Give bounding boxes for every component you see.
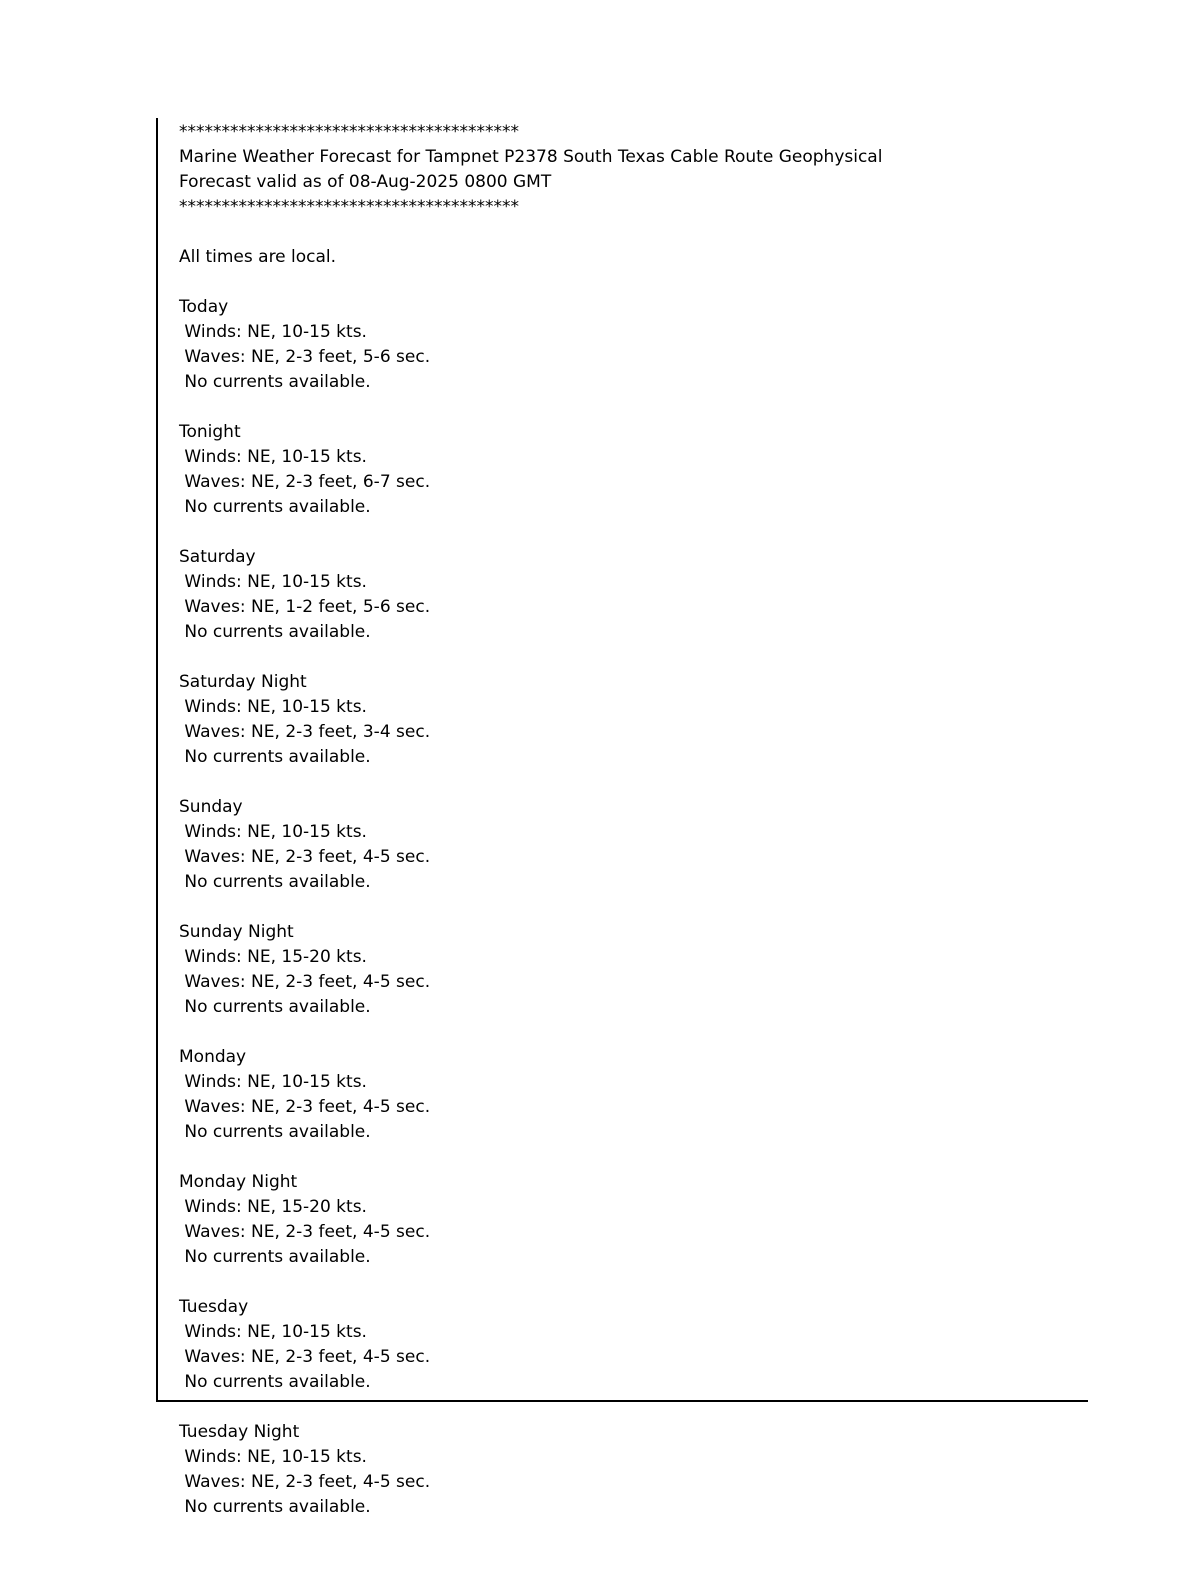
section-period: Saturday [179, 547, 256, 567]
forecast-section-today [179, 295, 882, 395]
section-period: Monday Night [179, 1172, 298, 1192]
section-currents: No currents available. [179, 747, 371, 767]
section-currents: No currents available. [179, 997, 371, 1017]
section-waves: Waves: NE, 1-2 feet, 5-6 sec. [179, 597, 431, 617]
section-waves: Waves: NE, 2-3 feet, 3-4 sec. [179, 722, 431, 742]
forecast-section-tuesday [179, 1295, 882, 1395]
section-period: Today [179, 297, 229, 317]
section-waves: Waves: NE, 2-3 feet, 4-5 sec. [179, 972, 431, 992]
section-currents: No currents available. [179, 622, 371, 642]
forecast-section-sunday [179, 795, 882, 895]
section-waves: Waves: NE, 2-3 feet, 5-6 sec. [179, 347, 431, 367]
section-currents: No currents available. [179, 1497, 371, 1517]
forecast-section-tonight [179, 420, 882, 520]
blank-line [179, 220, 882, 245]
section-period: Tonight [179, 422, 241, 442]
section-winds: Winds: NE, 10-15 kts. [179, 572, 367, 592]
forecast-section-saturday [179, 545, 882, 645]
section-period: Sunday Night [179, 922, 294, 942]
section-currents: No currents available. [179, 497, 371, 517]
section-currents: No currents available. [179, 1372, 371, 1392]
timezone-note: All times are local. [179, 247, 337, 267]
document-title: Marine Weather Forecast for Tampnet P2378 South Texas Cable Route Geophysical [179, 147, 883, 167]
section-waves: Waves: NE, 2-3 feet, 4-5 sec. [179, 847, 431, 867]
forecast-section-saturday-night [179, 670, 882, 770]
section-currents: No currents available. [179, 1122, 371, 1142]
section-currents: No currents available. [179, 372, 371, 392]
section-winds: Winds: NE, 10-15 kts. [179, 1072, 367, 1092]
section-winds: Winds: NE, 10-15 kts. [179, 822, 367, 842]
section-winds: Winds: NE, 10-15 kts. [179, 1322, 367, 1342]
section-waves: Waves: NE, 2-3 feet, 4-5 sec. [179, 1222, 431, 1242]
forecast-section-monday [179, 1045, 882, 1145]
forecast-section-tuesday-night [179, 1420, 882, 1520]
document-subtitle: Forecast valid as of 08-Aug-2025 0800 GMT [179, 172, 552, 192]
section-currents: No currents available. [179, 1247, 371, 1267]
section-period: Tuesday Night [179, 1422, 300, 1442]
forecast-text [179, 120, 882, 1520]
section-winds: Winds: NE, 10-15 kts. [179, 322, 367, 342]
section-period: Monday [179, 1047, 247, 1067]
separator-bottom: **************************************** [179, 197, 519, 217]
section-currents: No currents available. [179, 872, 371, 892]
section-period: Sunday [179, 797, 243, 817]
section-waves: Waves: NE, 2-3 feet, 4-5 sec. [179, 1347, 431, 1367]
section-waves: Waves: NE, 2-3 feet, 6-7 sec. [179, 472, 431, 492]
section-winds: Winds: NE, 15-20 kts. [179, 1197, 367, 1217]
separator-top: **************************************** [179, 122, 519, 142]
section-waves: Waves: NE, 2-3 feet, 4-5 sec. [179, 1472, 431, 1492]
section-period: Saturday Night [179, 672, 307, 692]
forecast-section-monday-night [179, 1170, 882, 1270]
section-winds: Winds: NE, 10-15 kts. [179, 447, 367, 467]
forecast-section-sunday-night [179, 920, 882, 1020]
section-period: Tuesday [179, 1297, 249, 1317]
section-winds: Winds: NE, 10-15 kts. [179, 697, 367, 717]
section-winds: Winds: NE, 15-20 kts. [179, 947, 367, 967]
section-waves: Waves: NE, 2-3 feet, 4-5 sec. [179, 1097, 431, 1117]
section-winds: Winds: NE, 10-15 kts. [179, 1447, 367, 1467]
